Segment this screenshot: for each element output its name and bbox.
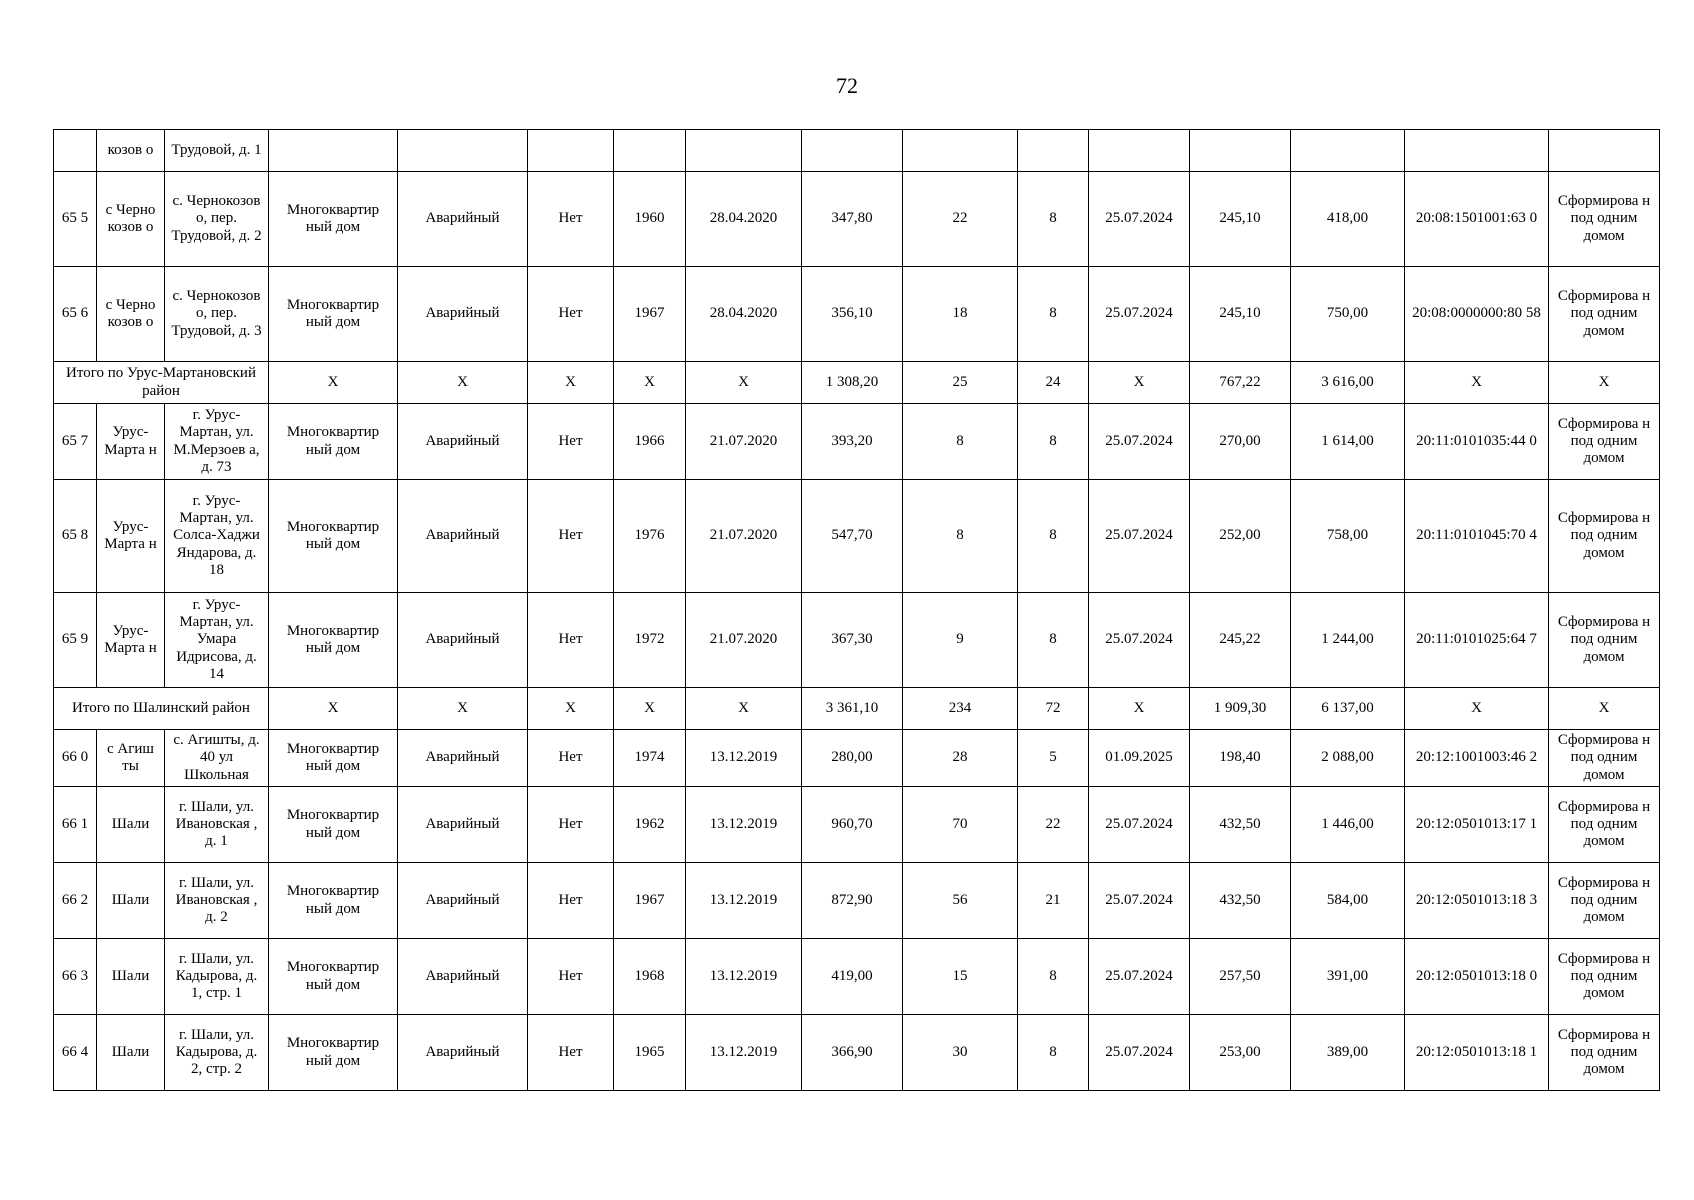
premises-count: 8 (1018, 1015, 1089, 1091)
residents-count: 28 (903, 730, 1018, 787)
locality: Шали (97, 1015, 165, 1091)
flag (528, 130, 614, 172)
x-mark: X (1549, 362, 1660, 404)
address: Трудовой, д. 1 (165, 130, 269, 172)
total-area: 356,10 (802, 267, 903, 362)
note: Сформирова н под одним домом (1549, 480, 1660, 593)
cadastral-number: 20:12:0501013:17 1 (1405, 787, 1549, 863)
table-row (54, 863, 1660, 939)
table-row (54, 593, 1660, 688)
x-mark: X (269, 688, 398, 730)
locality: с Агиш ты (97, 730, 165, 787)
row-number: 65 9 (54, 593, 97, 688)
table-row (54, 480, 1660, 593)
table-row (54, 267, 1660, 362)
condition-status (398, 130, 528, 172)
locality: Шали (97, 787, 165, 863)
table-row (54, 130, 1660, 172)
cadastral-number: 20:08:0000000:80 58 (1405, 267, 1549, 362)
condition-status: Аварийный (398, 404, 528, 480)
residents-count: 70 (903, 787, 1018, 863)
flag: Нет (528, 480, 614, 593)
address: г. Шали, ул. Кадырова, д. 1, стр. 1 (165, 939, 269, 1015)
flag: Нет (528, 593, 614, 688)
cost: 750,00 (1291, 267, 1405, 362)
recognition-date: 28.04.2020 (686, 267, 802, 362)
x-mark: X (1089, 362, 1190, 404)
recognition-date: 13.12.2019 (686, 730, 802, 787)
flag: Нет (528, 939, 614, 1015)
condition-status: Аварийный (398, 593, 528, 688)
condition-status: Аварийный (398, 1015, 528, 1091)
x-mark: X (1405, 362, 1549, 404)
planned-date (1089, 130, 1190, 172)
cadastral-number: 20:11:0101035:44 0 (1405, 404, 1549, 480)
residents-count: 8 (903, 480, 1018, 593)
row-number: 66 1 (54, 787, 97, 863)
x-mark: X (686, 688, 802, 730)
build-year (614, 130, 686, 172)
table-row (54, 939, 1660, 1015)
cadastral-number: 20:11:0101025:64 7 (1405, 593, 1549, 688)
residents-count: 30 (903, 1015, 1018, 1091)
resettlement-area (1190, 130, 1291, 172)
district-total-row (54, 688, 1660, 730)
planned-date: 25.07.2024 (1089, 267, 1190, 362)
recognition-date: 21.07.2020 (686, 593, 802, 688)
cost: 1 446,00 (1291, 787, 1405, 863)
locality: с Черно козов о (97, 172, 165, 267)
row-number: 65 5 (54, 172, 97, 267)
district-total-label: Итого по Шалинский район (54, 688, 269, 730)
district-total-label: Итого по Урус-Мартановский район (54, 362, 269, 404)
building-type: Многоквартир ный дом (269, 404, 398, 480)
recognition-date: 13.12.2019 (686, 1015, 802, 1091)
note: Сформирова н под одним домом (1549, 172, 1660, 267)
x-mark: X (686, 362, 802, 404)
residents-count: 22 (903, 172, 1018, 267)
x-mark: X (614, 688, 686, 730)
cost (1291, 130, 1405, 172)
condition-status: Аварийный (398, 863, 528, 939)
building-type: Многоквартир ный дом (269, 480, 398, 593)
building-type: Многоквартир ный дом (269, 730, 398, 787)
build-year: 1962 (614, 787, 686, 863)
building-type: Многоквартир ный дом (269, 863, 398, 939)
locality: Урус-Марта н (97, 593, 165, 688)
cost: 758,00 (1291, 480, 1405, 593)
address: с. Чернокозов о, пер. Трудовой, д. 2 (165, 172, 269, 267)
total-area: 367,30 (802, 593, 903, 688)
residents-count: 25 (903, 362, 1018, 404)
resettlement-area: 270,00 (1190, 404, 1291, 480)
premises-count: 8 (1018, 404, 1089, 480)
residents-count: 15 (903, 939, 1018, 1015)
row-number: 66 3 (54, 939, 97, 1015)
building-type: Многоквартир ный дом (269, 593, 398, 688)
recognition-date: 13.12.2019 (686, 863, 802, 939)
table-row (54, 172, 1660, 267)
total-area: 393,20 (802, 404, 903, 480)
flag: Нет (528, 404, 614, 480)
premises-count: 8 (1018, 939, 1089, 1015)
address: г. Шали, ул. Кадырова, д. 2, стр. 2 (165, 1015, 269, 1091)
planned-date: 25.07.2024 (1089, 404, 1190, 480)
note: Сформирова н под одним домом (1549, 267, 1660, 362)
district-total-row (54, 362, 1660, 404)
building-type: Многоквартир ный дом (269, 787, 398, 863)
resettlement-area: 252,00 (1190, 480, 1291, 593)
row-number (54, 130, 97, 172)
cadastral-number: 20:08:1501001:63 0 (1405, 172, 1549, 267)
address: с. Агишты, д. 40 ул Школьная (165, 730, 269, 787)
building-type: Многоквартир ный дом (269, 172, 398, 267)
condition-status: Аварийный (398, 267, 528, 362)
x-mark: X (528, 362, 614, 404)
cadastral-number (1405, 130, 1549, 172)
cost: 1 244,00 (1291, 593, 1405, 688)
note: Сформирова н под одним домом (1549, 1015, 1660, 1091)
note: Сформирова н под одним домом (1549, 787, 1660, 863)
build-year: 1972 (614, 593, 686, 688)
building-type: Многоквартир ный дом (269, 267, 398, 362)
flag: Нет (528, 787, 614, 863)
resettlement-area: 767,22 (1190, 362, 1291, 404)
recognition-date: 13.12.2019 (686, 787, 802, 863)
planned-date: 25.07.2024 (1089, 939, 1190, 1015)
premises-count: 22 (1018, 787, 1089, 863)
total-area: 960,70 (802, 787, 903, 863)
address: г. Урус-Мартан, ул. Умара Идрисова, д. 14 (165, 593, 269, 688)
address: г. Шали, ул. Ивановская , д. 1 (165, 787, 269, 863)
condition-status: Аварийный (398, 480, 528, 593)
resettlement-area: 245,10 (1190, 172, 1291, 267)
cost: 3 616,00 (1291, 362, 1405, 404)
cadastral-number: 20:12:0501013:18 3 (1405, 863, 1549, 939)
table-row (54, 1015, 1660, 1091)
planned-date: 25.07.2024 (1089, 1015, 1190, 1091)
cost: 391,00 (1291, 939, 1405, 1015)
total-area: 1 308,20 (802, 362, 903, 404)
total-area: 872,90 (802, 863, 903, 939)
condition-status: Аварийный (398, 172, 528, 267)
planned-date: 25.07.2024 (1089, 863, 1190, 939)
resettlement-area: 245,22 (1190, 593, 1291, 688)
locality: Урус-Марта н (97, 404, 165, 480)
building-type: Многоквартир ный дом (269, 1015, 398, 1091)
residents-count: 18 (903, 267, 1018, 362)
address: г. Урус-Мартан, ул. Солса-Хаджи Яндарова, д. 18 (165, 480, 269, 593)
row-number: 65 7 (54, 404, 97, 480)
address: с. Чернокозов о, пер. Трудовой, д. 3 (165, 267, 269, 362)
premises-count: 21 (1018, 863, 1089, 939)
row-number: 65 6 (54, 267, 97, 362)
total-area (802, 130, 903, 172)
condition-status: Аварийный (398, 939, 528, 1015)
premises-count (1018, 130, 1089, 172)
row-number: 66 0 (54, 730, 97, 787)
table-row (54, 730, 1660, 787)
premises-count: 24 (1018, 362, 1089, 404)
residents-count: 9 (903, 593, 1018, 688)
cost: 1 614,00 (1291, 404, 1405, 480)
planned-date: 01.09.2025 (1089, 730, 1190, 787)
resettlement-area: 1 909,30 (1190, 688, 1291, 730)
resettlement-area: 253,00 (1190, 1015, 1291, 1091)
note: Сформирова н под одним домом (1549, 939, 1660, 1015)
planned-date: 25.07.2024 (1089, 787, 1190, 863)
cadastral-number: 20:12:1001003:46 2 (1405, 730, 1549, 787)
recognition-date: 21.07.2020 (686, 404, 802, 480)
locality: с Черно козов о (97, 267, 165, 362)
build-year: 1974 (614, 730, 686, 787)
build-year: 1965 (614, 1015, 686, 1091)
build-year: 1968 (614, 939, 686, 1015)
x-mark: X (398, 688, 528, 730)
housing-registry-table (53, 129, 1660, 1091)
total-area: 3 361,10 (802, 688, 903, 730)
building-type (269, 130, 398, 172)
premises-count: 8 (1018, 267, 1089, 362)
page-number: 72 (836, 73, 858, 98)
row-number: 65 8 (54, 480, 97, 593)
resettlement-area: 432,50 (1190, 863, 1291, 939)
recognition-date: 21.07.2020 (686, 480, 802, 593)
flag: Нет (528, 172, 614, 267)
x-mark: X (269, 362, 398, 404)
build-year: 1967 (614, 267, 686, 362)
planned-date: 25.07.2024 (1089, 480, 1190, 593)
cost: 2 088,00 (1291, 730, 1405, 787)
planned-date: 25.07.2024 (1089, 172, 1190, 267)
row-number: 66 4 (54, 1015, 97, 1091)
total-area: 547,70 (802, 480, 903, 593)
resettlement-area: 432,50 (1190, 787, 1291, 863)
resettlement-area: 257,50 (1190, 939, 1291, 1015)
total-area: 280,00 (802, 730, 903, 787)
flag: Нет (528, 730, 614, 787)
recognition-date: 28.04.2020 (686, 172, 802, 267)
flag: Нет (528, 863, 614, 939)
premises-count: 8 (1018, 172, 1089, 267)
premises-count: 8 (1018, 480, 1089, 593)
residents-count (903, 130, 1018, 172)
address: г. Урус-Мартан, ул. М.Мерзоев а, д. 73 (165, 404, 269, 480)
planned-date: 25.07.2024 (1089, 593, 1190, 688)
resettlement-area: 198,40 (1190, 730, 1291, 787)
premises-count: 5 (1018, 730, 1089, 787)
note: Сформирова н под одним домом (1549, 593, 1660, 688)
x-mark: X (1549, 688, 1660, 730)
total-area: 366,90 (802, 1015, 903, 1091)
residents-count: 8 (903, 404, 1018, 480)
x-mark: X (1405, 688, 1549, 730)
resettlement-area: 245,10 (1190, 267, 1291, 362)
cost: 389,00 (1291, 1015, 1405, 1091)
note (1549, 130, 1660, 172)
note: Сформирова н под одним домом (1549, 730, 1660, 787)
table-row (54, 787, 1660, 863)
premises-count: 72 (1018, 688, 1089, 730)
x-mark: X (614, 362, 686, 404)
locality: Урус-Марта н (97, 480, 165, 593)
x-mark: X (398, 362, 528, 404)
cadastral-number: 20:11:0101045:70 4 (1405, 480, 1549, 593)
locality: Шали (97, 939, 165, 1015)
recognition-date (686, 130, 802, 172)
condition-status: Аварийный (398, 730, 528, 787)
locality: козов о (97, 130, 165, 172)
residents-count: 56 (903, 863, 1018, 939)
total-area: 347,80 (802, 172, 903, 267)
build-year: 1966 (614, 404, 686, 480)
build-year: 1960 (614, 172, 686, 267)
cost: 418,00 (1291, 172, 1405, 267)
note: Сформирова н под одним домом (1549, 863, 1660, 939)
cadastral-number: 20:12:0501013:18 0 (1405, 939, 1549, 1015)
flag: Нет (528, 267, 614, 362)
locality: Шали (97, 863, 165, 939)
table-row (54, 404, 1660, 480)
cost: 6 137,00 (1291, 688, 1405, 730)
build-year: 1976 (614, 480, 686, 593)
condition-status: Аварийный (398, 787, 528, 863)
premises-count: 8 (1018, 593, 1089, 688)
flag: Нет (528, 1015, 614, 1091)
residents-count: 234 (903, 688, 1018, 730)
note: Сформирова н под одним домом (1549, 404, 1660, 480)
cost: 584,00 (1291, 863, 1405, 939)
building-type: Многоквартир ный дом (269, 939, 398, 1015)
total-area: 419,00 (802, 939, 903, 1015)
row-number: 66 2 (54, 863, 97, 939)
x-mark: X (528, 688, 614, 730)
x-mark: X (1089, 688, 1190, 730)
recognition-date: 13.12.2019 (686, 939, 802, 1015)
address: г. Шали, ул. Ивановская , д. 2 (165, 863, 269, 939)
build-year: 1967 (614, 863, 686, 939)
cadastral-number: 20:12:0501013:18 1 (1405, 1015, 1549, 1091)
